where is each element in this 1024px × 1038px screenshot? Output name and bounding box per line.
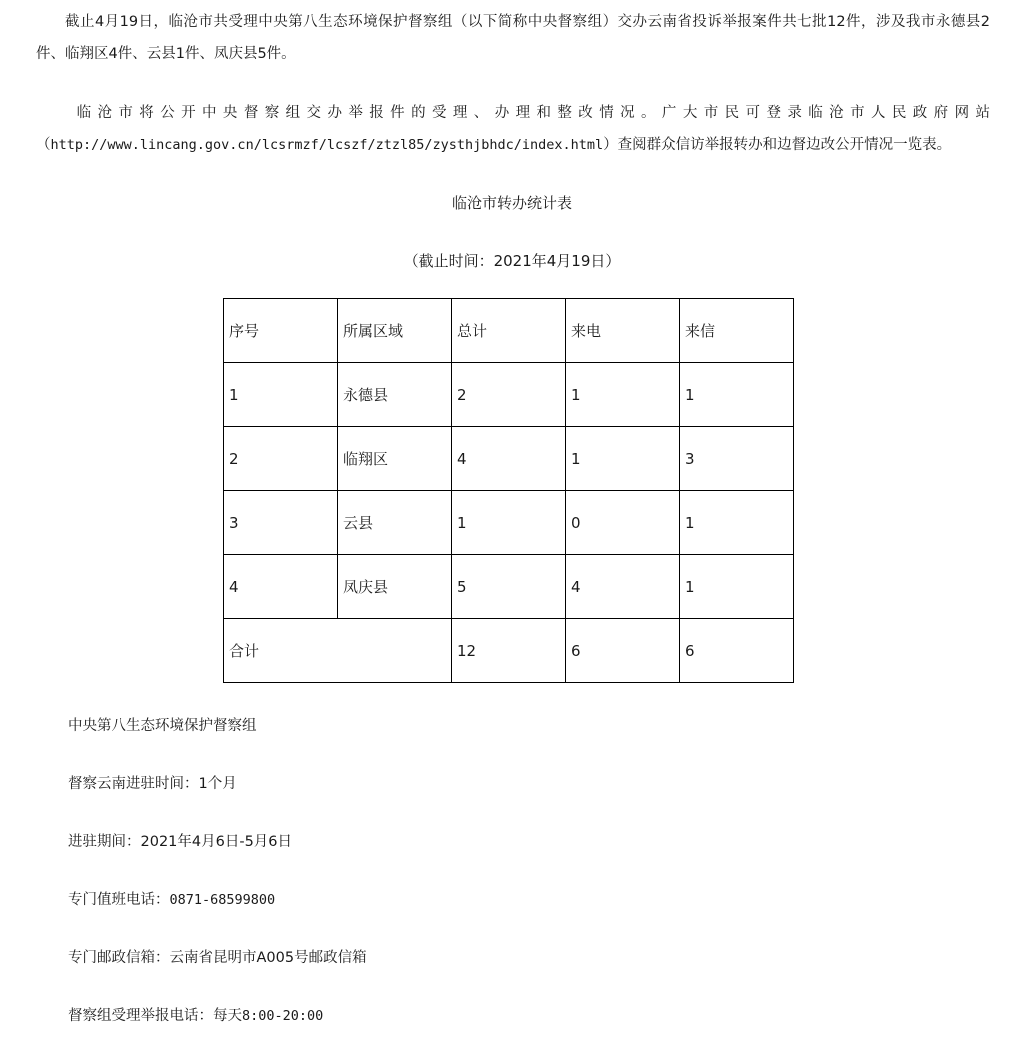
table-header-row <box>224 299 794 363</box>
stationing-period: 进驻期间：2021年4月6日-5月6日 <box>68 834 293 850</box>
cell-letter: 1 <box>680 555 794 619</box>
cell-index: 2 <box>224 427 338 491</box>
government-website-url: http://www.lincang.gov.cn/lcsrmzf/lcszf/ztzl85/zysthjbhdc/index.html <box>50 137 604 153</box>
cell-phone: 1 <box>566 363 680 427</box>
intro-paragraph: 截止4月19日，临沧市共受理中央第八生态环境保护督察组（以下简称中央督察组）交办云南省投诉举报案件共七批12件，涉及我市永德县2件、临翔区4件、云县1件、凤庆县5件。 <box>36 14 990 62</box>
report-hotline-hours <box>68 1006 323 1026</box>
notice-text: 临沧市将公开中央督察组交办举报件的受理、办理和整改情况。广大市民可登录临沧市人民政府网站（ <box>36 105 990 153</box>
table-row <box>224 555 794 619</box>
header-total: 总计 <box>452 299 566 363</box>
table-row <box>224 427 794 491</box>
cell-total: 2 <box>452 363 566 427</box>
cell-total: 4 <box>452 427 566 491</box>
cell-index: 3 <box>224 491 338 555</box>
notice-tail: ）查阅群众信访举报转办和边督边改公开情况一览表。 <box>603 137 952 153</box>
cell-letter: 1 <box>680 363 794 427</box>
duty-phone <box>68 890 275 910</box>
cell-region: 临翔区 <box>338 427 452 491</box>
statistics-table <box>223 298 794 683</box>
cell-region: 凤庆县 <box>338 555 452 619</box>
report-hotline-time: 8:00-20:00 <box>242 1008 324 1024</box>
table-total-row <box>224 619 794 683</box>
inspection-group-name: 中央第八生态环境保护督察组 <box>68 718 257 734</box>
cell-region: 云县 <box>338 491 452 555</box>
cell-phone: 0 <box>566 491 680 555</box>
report-hotline-label: 督察组受理举报电话：每天 <box>68 1008 242 1024</box>
cell-total: 5 <box>452 555 566 619</box>
cell-total: 1 <box>452 491 566 555</box>
table-row <box>224 491 794 555</box>
notice-paragraph <box>36 97 990 161</box>
cell-letter: 1 <box>680 491 794 555</box>
cell-index: 4 <box>224 555 338 619</box>
total-sum: 12 <box>452 619 566 683</box>
cell-letter: 3 <box>680 427 794 491</box>
cell-phone: 1 <box>566 427 680 491</box>
header-phone: 来电 <box>566 299 680 363</box>
table-title: 临沧市转办统计表 <box>451 194 572 212</box>
duty-phone-number: 0871-68599800 <box>169 892 276 908</box>
stationing-duration: 督察云南进驻时间：1个月 <box>68 776 237 792</box>
cell-region: 永德县 <box>338 363 452 427</box>
postal-mailbox: 专门邮政信箱：云南省昆明市A005号邮政信箱 <box>68 950 367 966</box>
cell-index: 1 <box>224 363 338 427</box>
table-subtitle: （截止时间：2021年4月19日） <box>403 252 621 270</box>
duty-phone-label: 专门值班电话： <box>68 892 170 908</box>
table-row <box>224 363 794 427</box>
total-phone: 6 <box>566 619 680 683</box>
cell-phone: 4 <box>566 555 680 619</box>
header-letter: 来信 <box>680 299 794 363</box>
header-index: 序号 <box>224 299 338 363</box>
header-region: 所属区域 <box>338 299 452 363</box>
total-letter: 6 <box>680 619 794 683</box>
total-label: 合计 <box>224 619 452 683</box>
